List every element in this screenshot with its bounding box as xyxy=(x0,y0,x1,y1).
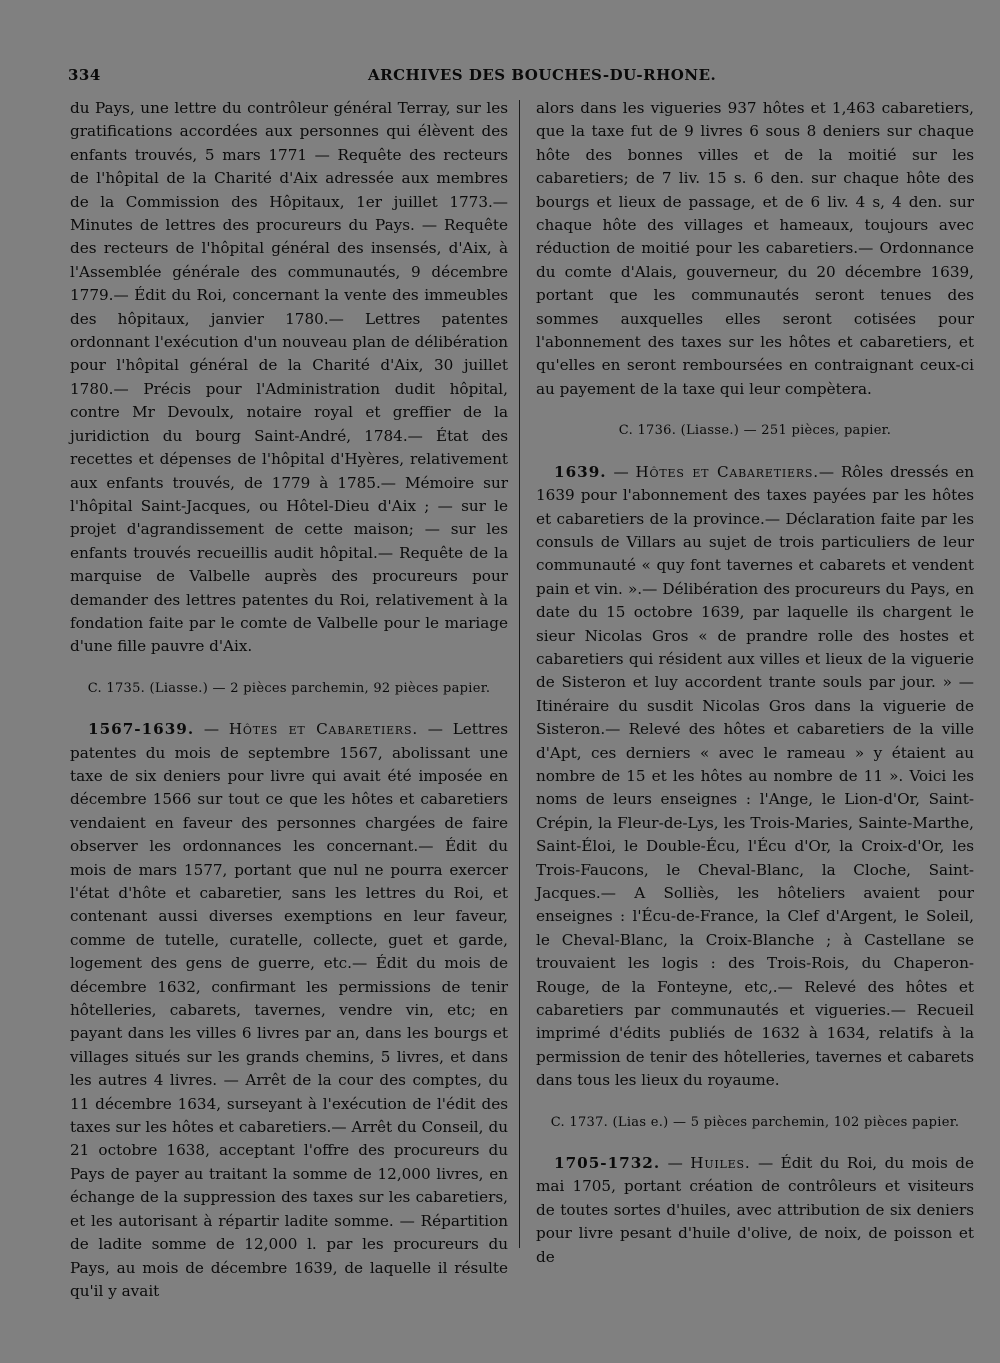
entry-dash: — xyxy=(194,720,229,739)
entry-dash: — xyxy=(606,462,636,481)
entry-subject: Hôtes et Cabaretiers. xyxy=(228,720,418,739)
page-header xyxy=(68,66,948,92)
left-column xyxy=(70,97,508,1303)
cote-c1736: C. 1736. (Liasse.) — 251 pièces, papier. xyxy=(618,423,892,439)
entry-dates: 1567-1639. xyxy=(88,720,195,739)
continuation-paragraph: du Pays, une lettre du contrôleur général Terray, sur les gratifications accordées aux personnes qui élèvent des enfants trouvés, 5 mars 1771 — Requête des recteurs de l'hôpital de la Charité d'Aix adressée aux membres de la Commission des Hôpitaux, 1er juillet 1773.— Minutes de lettres des procureurs du Pays. — Requête des recteurs de l'hôpital général des insensés, d'Aix, à l'Assemblée générale des communautés, 9 décembre 1779.— Édit du Roi, concernant la vente des immeubles des hôpitaux, janvier 1780.— Lettres patentes ordonnant l'exécution d'un nouveau plan de délibération pour l'hôpital général de la Charité d'Aix, 30 juillet 1780.— Précis pour l'Administration dudit hôpital, contre Mr Devoulx, notaire royal et greffier de la juridiction du bourg Saint-André, 1784.— État des recettes et dépenses de l'hôpital d'Hyères, relativement aux enfants trouvés, de 1779 à 1785.— Mémoire sur l'hôpital Saint-Jacques, ou Hôtel-Dieu d'Aix ; — sur le projet d'agrandissement de cette maison; — sur les enfants trouvés recueillis audit hôpital.— Requête de la marquise de Valbelle auprès des procureurs pour demander des lettres patentes du Roi, relativement à la fondation faite par le comte de Valbelle pour le mariage d'une fille pauvre d'Aix. xyxy=(70,99,508,656)
cote-c1735: C. 1735. (Liasse.) — 2 pièces parchemin, 92 pièces papier. xyxy=(87,680,491,696)
page-number: 334 xyxy=(68,66,101,84)
entry-c1737 xyxy=(536,1152,974,1269)
entry-text: — Édit du Roi, du mois de mai 1705, portant création de contrôleurs et visiteurs de toutes sortes d'huiles, avec attribution de six deniers pour livre pesant d'huile d'olive, de noix, de poisson et de xyxy=(536,1154,974,1266)
entry-c1735 xyxy=(70,718,508,1303)
continuation-paragraph: alors dans les vigueries 937 hôtes et 1,463 cabaretiers, que la taxe fut de 9 livres 6 sous 8 deniers sur chaque hôte des bonnes villes et de la moitié sur les cabaretiers; de 7 liv. 15 s. 6 den. sur chaque hôte des bourgs et lieux de passage, et de 6 liv. 4 s, 4 den. sur chaque hôte des villages et hameaux, toujours avec réduction de moitié pour les cabaretiers.— Ordonnance du comte d'Alais, gouverneur, du 20 décembre 1639, portant que les communautés seront tenues des sommes auxquelles elles seront cotisées pour l'abonnement des taxes sur les hôtes et cabaretiers, et qu'elles en seront remboursées en contraignant ceux-ci au payement de la taxe qui leur compètera. xyxy=(536,99,974,398)
entry-dates: 1705-1732. xyxy=(554,1154,661,1173)
running-title: ARCHIVES DES BOUCHES-DU-RHONE. xyxy=(368,66,717,84)
entry-text: — Lettres patentes du mois de septembre 1567, abolissant une taxe de six deniers pour livre qui avait été imposée en décembre 1566 sur tout ce que les hôtes et cabaretiers vendaient en faveur des personnes chargées de faire observer les ordonnances les concernant.— Édit du mois de mars 1577, portant que nul ne pourra exercer l'état d'hôte et cabaretier, sans les lettres du Roi, et contenant aussi diverses exemptions en leur faveur, comme de tutelle, curatelle, collecte, guet et garde, logement des gens de guerre, etc.— Édit du mois de décembre 1632, confirmant les permissions de tenir hôtelleries, cabarets, tavernes, vendre vin, etc; en payant dans les villes 6 livres par an, dans les bourgs et villages situés sur les grands chemins, 5 livres, et dans les autres 4 livres. — Arrêt de la cour des comptes, du 11 décembre 1634, surseyant à l'exécution de l'édit des taxes sur les hôtes et cabaretiers.— Arrêt du Conseil, du 21 octobre 1638, acceptant l'offre des procureurs du Pays de payer au traitant la somme de 12,000 livres, en échange de la suppression des taxes sur les cabaretiers, et les autorisant à répartir ladite somme. — Répartition de ladite somme de 12,000 l. par les procureurs du Pays, au mois de décembre 1639, de laquelle il résulte qu'il y avait xyxy=(70,720,509,1300)
entry-c1736 xyxy=(536,461,974,1093)
cote-c1737: C. 1737. (Lias e.) — 5 pièces parchemin, 102 pièces papier. xyxy=(550,1114,960,1130)
entry-subject: Huiles. xyxy=(690,1154,751,1173)
entry-subject: Hôtes et Cabaretiers. xyxy=(635,462,819,481)
entry-dash: — xyxy=(660,1154,691,1173)
entry-dates: 1639. xyxy=(554,462,607,481)
entry-text: — Rôles dressés en 1639 pour l'abonnement des taxes payées par les hôtes et cabaretiers de la province.— Déclaration faite par les consuls de Villars au sujet de trois particuliers de leur communauté « quy font tavernes et cabarets et vendent pain et vin. ».— Délibération des procureurs du Pays, en date du 15 octobre 1639, par laquelle ils chargent le sieur Nicolas Gros « de prandre rolle des hostes et cabaretiers qui résident aux villes et lieux de la viguerie de Sisteron et luy accordent trante souls par jour. » — Itinéraire du susdit Nicolas Gros dans la viguerie de Sisteron.— Relevé des hôtes et cabaretiers de la ville d'Apt, ces derniers « avec le rameau » y étaient au nombre de 15 et les hôtes au nombre de 11 ». Voici les noms de leurs enseignes : l'Ange, le Lion-d'Or, Saint-Crépin, la Fleur-de-Lys, les Trois-Maries, Sainte-Marthe, Saint-Éloi, le Double-Écu, l'Écu d'Or, la Croix-d'Or, les Trois-Faucons, le Cheval-Blanc, la Cloche, Saint-Jacques.— A Solliès, les hôteliers avaient pour enseignes : l'Écu-de-France, la Clef d'Argent, le Soleil, le Cheval-Blanc, la Croix-Blanche ; à Castellane se trouvaient les logis : des Trois-Rois, du Chaperon-Rouge, de la Fonteyne, etc,.— Relevé des hôtes et cabaretiers par communautés et vigueries.— Recueil imprimé d'édits publiés de 1632 à 1634, relatifs à la permission de tenir des hôtelleries, tavernes et cabarets dans tous les lieux du royaume. xyxy=(536,462,975,1090)
right-column xyxy=(536,97,974,1269)
column-divider xyxy=(519,100,520,1248)
